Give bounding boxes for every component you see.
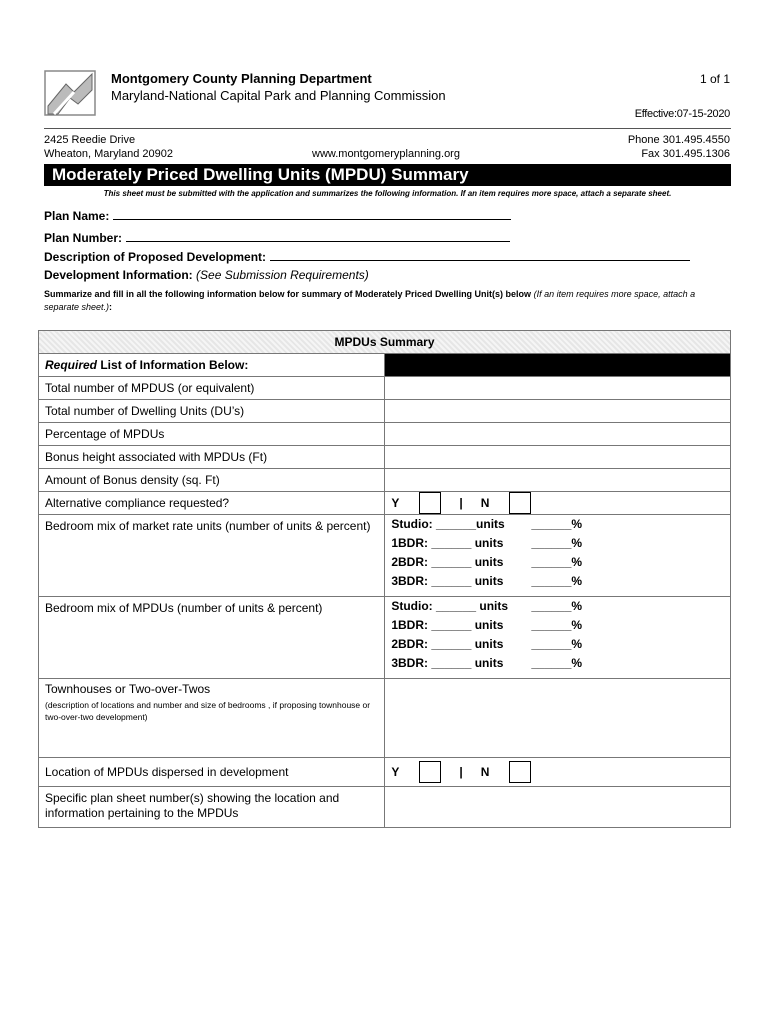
alt-compliance-choice <box>385 492 731 515</box>
alt-compliance-no-checkbox[interactable] <box>509 492 531 514</box>
bonus-density-input[interactable] <box>385 469 731 492</box>
summary-bold: Summarize and fill in all the following information below for summary of Moderately Priced Dwelling Unit(s) below <box>44 289 532 299</box>
summary-italic: (If an item requires more space, attach a separate sheet.) <box>44 289 696 312</box>
yes-label: Y <box>391 765 400 779</box>
row-label-bedroom-market: Bedroom mix of market rate units (number of units & percent) <box>39 515 385 597</box>
table-row <box>39 446 731 469</box>
website-link[interactable]: www.montgomeryplanning.org <box>312 148 460 160</box>
mpdu-summary-table <box>38 330 731 828</box>
row-label-plan-sheet: Specific plan sheet number(s) showing the location and information pertaining to the MPDUs <box>39 787 385 828</box>
table-row <box>39 423 731 446</box>
alt-compliance-yes-checkbox[interactable] <box>419 492 441 514</box>
effective-date: Effective:07-15-2020 <box>634 108 730 120</box>
no-label: N <box>480 496 490 510</box>
bedroom-mpdu-inputs[interactable] <box>385 597 731 679</box>
market-2bdr-percent[interactable]: ______% <box>531 555 583 569</box>
percentage-input[interactable] <box>385 423 731 446</box>
development-info-label: Development Information: <box>44 268 193 282</box>
page-number: 1 of 1 <box>699 72 730 86</box>
row-label-location: Location of MPDUs dispersed in development <box>39 758 385 787</box>
description-label: Description of Proposed Development: <box>44 250 267 264</box>
table-row <box>39 469 731 492</box>
location-no-checkbox[interactable] <box>509 761 531 783</box>
plan-sheet-input[interactable] <box>385 787 731 828</box>
market-2bdr-units[interactable]: 2BDR: ______ units <box>391 555 504 569</box>
development-info-hint: (See Submission Requirements) <box>196 268 369 282</box>
market-1bdr-percent[interactable]: ______% <box>531 536 583 550</box>
bonus-height-input[interactable] <box>385 446 731 469</box>
no-label: N <box>480 765 490 779</box>
mpdu-1bdr-units[interactable]: 1BDR: ______ units <box>391 618 504 632</box>
plan-number-label: Plan Number: <box>44 231 123 245</box>
fax-number: Fax 301.495.1306 <box>641 148 730 160</box>
row-label-alt-compliance: Alternative compliance requested? <box>39 492 385 515</box>
market-studio-percent[interactable]: ______% <box>531 517 583 531</box>
bedroom-market-inputs[interactable] <box>385 515 731 597</box>
plan-number-line[interactable] <box>126 231 510 242</box>
description-line[interactable] <box>270 250 690 261</box>
market-3bdr-percent[interactable]: ______% <box>531 574 583 588</box>
location-yes-checkbox[interactable] <box>419 761 441 783</box>
mpdu-3bdr-percent[interactable]: ______% <box>531 656 583 670</box>
row-label-bonus-density: Amount of Bonus density (sq. Ft) <box>39 469 385 492</box>
required-list-header <box>39 354 385 377</box>
townhouses-subtext: (description of locations and number and size of bedrooms , if proposing townhouse or two-over-two development) <box>45 700 371 722</box>
market-3bdr-units[interactable]: 3BDR: ______ units <box>391 574 504 588</box>
mpdu-3bdr-units[interactable]: 3BDR: ______ units <box>391 656 504 670</box>
table-row <box>39 597 731 679</box>
agency-logo <box>44 70 96 116</box>
row-label-bonus-height: Bonus height associated with MPDUs (Ft) <box>39 446 385 469</box>
townhouses-label: Townhouses or Two-over-Twos <box>45 682 211 696</box>
mpdu-2bdr-units[interactable]: 2BDR: ______ units <box>391 637 504 651</box>
row-label-townhouses <box>39 679 385 758</box>
required-header-fill <box>385 354 731 377</box>
summary-instruction <box>44 288 724 314</box>
mpdu-2bdr-percent[interactable]: ______% <box>531 637 583 651</box>
plan-name-line[interactable] <box>113 209 511 220</box>
row-label-bedroom-mpdu: Bedroom mix of MPDUs (number of units & percent) <box>39 597 385 679</box>
market-1bdr-units[interactable]: 1BDR: ______ units <box>391 536 504 550</box>
org-subtitle: Maryland-National Capital Park and Planning Commission <box>111 88 446 103</box>
description-field[interactable] <box>44 250 690 264</box>
header-divider <box>44 128 731 129</box>
required-italic: Required <box>45 358 98 372</box>
townhouses-input[interactable] <box>385 679 731 758</box>
yes-label: Y <box>391 496 400 510</box>
row-label-percentage: Percentage of MPDUs <box>39 423 385 446</box>
summary-colon: : <box>109 302 113 312</box>
table-row <box>39 377 731 400</box>
development-info-field <box>44 268 369 282</box>
plan-name-field[interactable] <box>44 209 511 223</box>
required-rest: List of Information Below: <box>97 358 249 372</box>
row-label-total-mpdus: Total number of MPDUS (or equivalent) <box>39 377 385 400</box>
mpdu-studio-percent[interactable]: ______% <box>531 599 583 613</box>
row-label-total-du: Total number of Dwelling Units (DU’s) <box>39 400 385 423</box>
table-row <box>39 758 731 787</box>
page-title: Moderately Priced Dwelling Units (MPDU) Summary <box>52 165 469 184</box>
table-row <box>39 400 731 423</box>
instruction-note: This sheet must be submitted with the application and summarizes the following information. If an item requires more space, attach a separate sheet. <box>103 189 672 198</box>
address-line-1: 2425 Reedie Drive <box>44 134 136 146</box>
plan-number-field[interactable] <box>44 231 510 245</box>
yn-separator: | <box>459 496 463 510</box>
table-row <box>39 679 731 758</box>
plan-name-label: Plan Name: <box>44 209 110 223</box>
mpdu-studio-units[interactable]: Studio: ______ units <box>391 599 509 613</box>
org-name: Montgomery County Planning Department <box>111 71 372 86</box>
table-row <box>39 787 731 828</box>
table-row <box>39 515 731 597</box>
total-mpdus-input[interactable] <box>385 377 731 400</box>
location-choice <box>385 758 731 787</box>
total-du-input[interactable] <box>385 400 731 423</box>
address-line-2: Wheaton, Maryland 20902 <box>44 148 174 160</box>
phone-number: Phone 301.495.4550 <box>627 134 730 146</box>
table-row <box>39 492 731 515</box>
mpdu-1bdr-percent[interactable]: ______% <box>531 618 583 632</box>
market-studio-units[interactable]: Studio: ______units <box>391 517 505 531</box>
table-heading: MPDUs Summary <box>39 331 731 354</box>
yn-separator: | <box>459 765 463 779</box>
